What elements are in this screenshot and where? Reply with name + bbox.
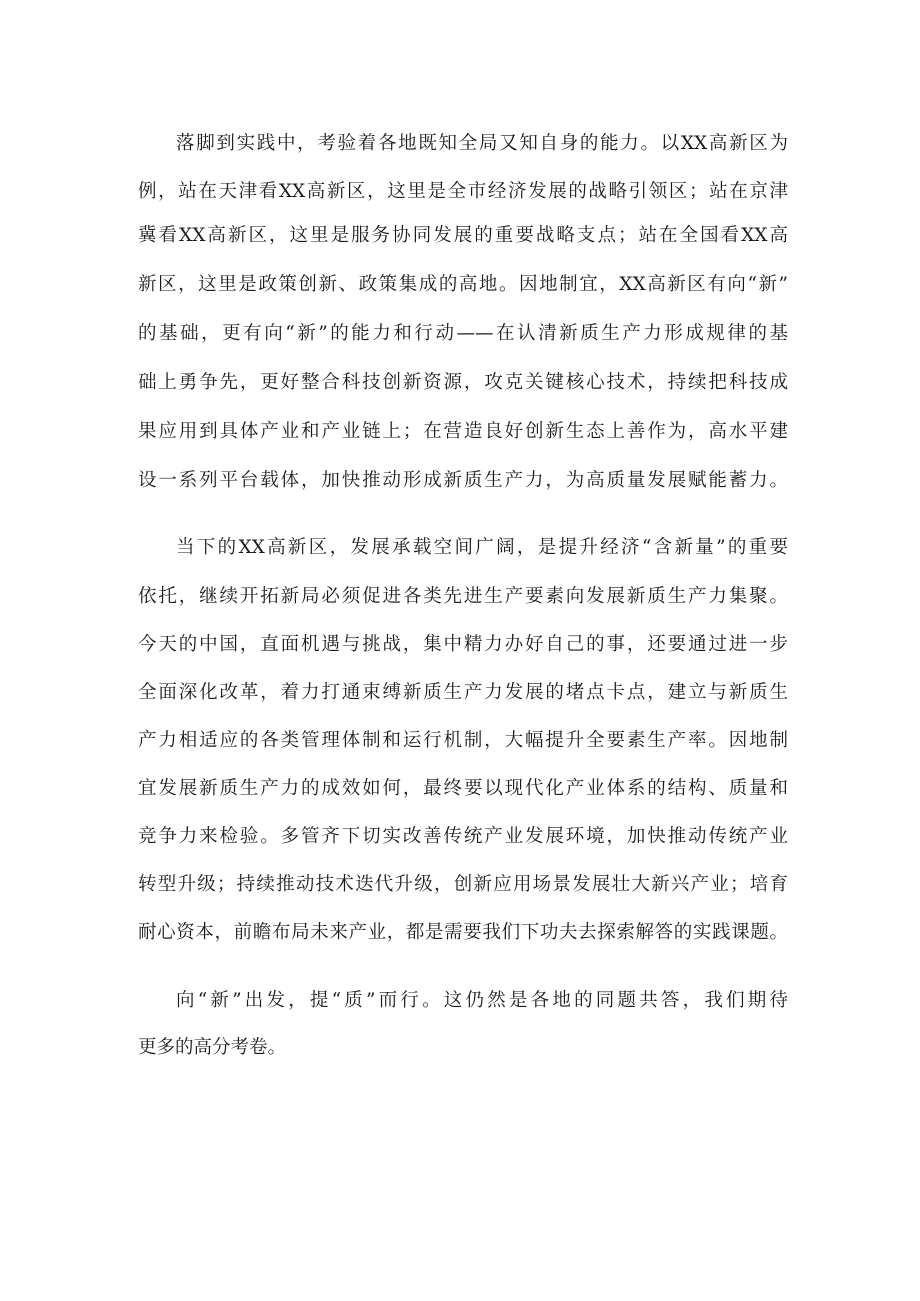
text-line: 向“新”出发，提“质”而行。这仍然是各地的同题共答，我们期待 <box>176 990 788 1011</box>
text-line: 今天的中国，直面机遇与挑战，集中精力办好自己的事，还要通过进一步 <box>138 634 788 655</box>
text-line: 设一系列平台载体，加快推动形成新质生产力，为高质量发展赋能蓄力。 <box>138 470 788 491</box>
text-line: 的基础，更有向“新”的能力和行动——在认清新质生产力形成规律的基 <box>138 323 788 344</box>
text-line: 果应用到具体产业和产业链上；在营造良好创新生态上善作为，高水平建 <box>138 421 788 442</box>
text-line: 例，站在天津看XX高新区，这里是全市经济发展的战略引领区；站在京津 <box>138 181 788 202</box>
text-line: 础上勇争先，更好整合科技创新资源，攻克关键核心技术，持续把科技成 <box>138 372 788 393</box>
text-line: 全面深化改革，着力打通束缚新质生产力发展的堵点卡点，建立与新质生 <box>138 682 788 703</box>
text-line: 产力相适应的各类管理体制和运行机制，大幅提升全要素生产率。因地制 <box>138 730 788 751</box>
text-line: 冀看XX高新区，这里是服务协同发展的重要战略支点；站在全国看XX高 <box>138 225 788 246</box>
text-line: 当下的XX高新区，发展承载空间广阔，是提升经济“含新量”的重要 <box>176 537 788 558</box>
text-line: 新区，这里是政策创新、政策集成的高地。因地制宜，XX高新区有向“新” <box>138 274 788 295</box>
text-line: 转型升级；持续推动技术迭代升级，创新应用场景发展壮大新兴产业；培育 <box>138 874 788 895</box>
text-line: 耐心资本，前瞻布局未来产业，都是需要我们下功夫去探索解答的实践课题。 <box>138 922 788 943</box>
text-line: 依托，继续开拓新局必须促进各类先进生产要素向发展新质生产力集聚。 <box>138 586 788 607</box>
text-line: 落脚到实践中，考验着各地既知全局又知自身的能力。以XX高新区为 <box>176 133 788 154</box>
text-line: 竞争力来检验。多管齐下切实改善传统产业发展环境，加快推动传统产业 <box>138 826 788 847</box>
text-line: 宜发展新质生产力的成效如何，最终要以现代化产业体系的结构、质量和 <box>138 778 788 799</box>
text-line: 更多的高分考卷。 <box>138 1037 287 1058</box>
